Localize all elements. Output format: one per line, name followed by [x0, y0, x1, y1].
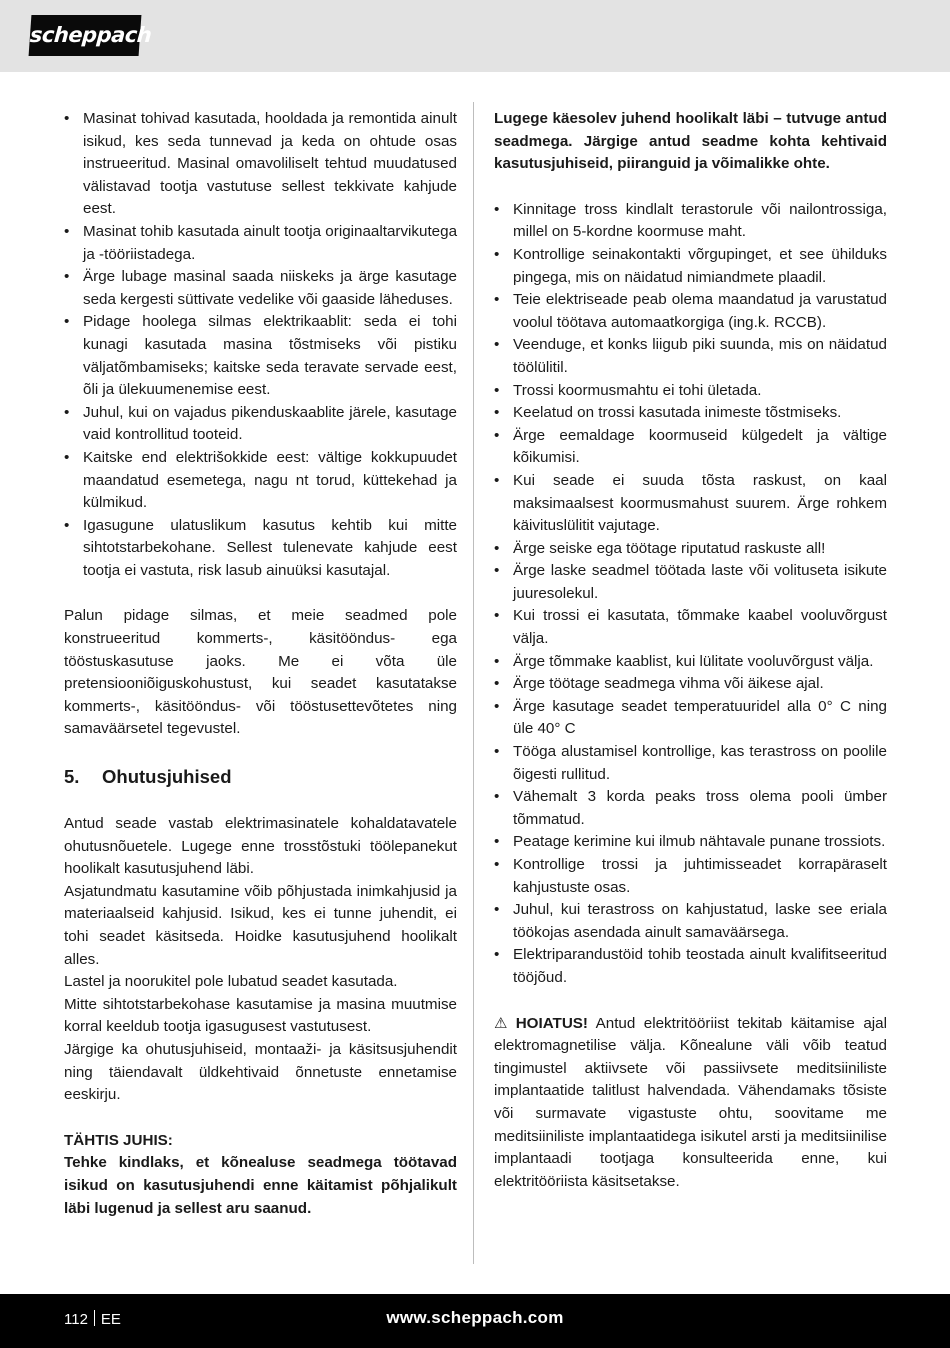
- intro-paragraph: Lugege käesolev juhend hoolikalt läbi – tutvuge antud seadmega. Järgige antud seadme kohta kehtivaid kasutusjuhiseid, piiranguid ja võimalikke ohte.: [494, 110, 887, 173]
- list-item: • Ärge lubage masinal saada niiskeks ja ärge kasutage seda kergesti süttivate vedelike või gaaside läheduses.: [64, 266, 457, 311]
- brand-logo: scheppach: [29, 15, 142, 56]
- list-item: • Ärge eemaldage koormuseid külgedelt ja vältige kõikumisi.: [494, 425, 887, 470]
- list-item: • Elektriparandustöid tohib teostada ainult kvalifitseeritud tööjõud.: [494, 944, 887, 989]
- section-paragraph: Asjatundmatu kasutamine võib põhjustada inimkahjusid ja materiaalseid kahjusid. Isikud, kes ei tunne juhendit, ei tohi seadet käsitseda. Hoidke kasutusjuhend hoolikalt alles.: [64, 882, 457, 968]
- list-item: • Juhul, kui on vajadus pikenduskaablite järele, kasutage vaid kontrollitud tooteid.: [64, 402, 457, 447]
- list-item: • Ärge laske seadmel töötada laste või volituseta isikute juuresolekul.: [494, 560, 887, 605]
- list-item: • Kontrollige trossi ja juhtimisseadet korrapäraselt kahjustuste osas.: [494, 854, 887, 899]
- column-divider: [473, 102, 474, 1264]
- list-item: • Pidage hoolega silmas elektrikaablit: seda ei tohi kunagi kasutada masina tõstmiseks või pistiku väljatõmbamiseks; kaitske seda teravate servade eest, õli ja ülekuumenemise eest.: [64, 311, 457, 401]
- section-paragraph: Antud seade vastab elektrimasinatele kohaldatavatele ohutusnõuetele. Lugege enne trosstõstuki töölepanekut hoolikalt kasutusjuhend läbi.: [64, 815, 457, 878]
- section-number: 5.: [64, 766, 80, 788]
- list-item: • Veenduge, et konks liigub piki suunda, mis on näidatud töölülitil.: [494, 334, 887, 379]
- left-bullet-list: [64, 108, 457, 582]
- section-paragraph: Järgige ka ohutusjuhiseid, montaaži- ja käsitsusjuhendit ning täiendavalt üldkehtivaid õnnetuste ennetamise eeskirju.: [64, 1040, 457, 1104]
- list-item: • Kui seade ei suuda tõsta raskust, on kaal maksimaalsest koormusmahust suurem. Ärge rohkem käivituslülitit vajutage.: [494, 470, 887, 538]
- list-item: • Juhul, kui terastross on kahjustatud, laske see eriala töökojas asendada ainult samaväärsega.: [494, 899, 887, 944]
- warning-label: HOIATUS!: [515, 1014, 588, 1032]
- list-item: • Ärge seiske ega töötage riputatud raskuste all!: [494, 538, 887, 561]
- right-column: [494, 108, 887, 1193]
- list-item: • Kontrollige seinakontakti võrgupinget, et see ühilduks pingega, mis on näidatud nimiandmete plaadil.: [494, 244, 887, 289]
- list-item: • Vähemalt 3 korda peaks tross olema pooli ümber tõmmatud.: [494, 786, 887, 831]
- website-url[interactable]: www.scheppach.com: [386, 1308, 564, 1327]
- list-item: • Trossi koormusmahtu ei tohi ületada.: [494, 380, 887, 403]
- language-code: EE: [100, 1311, 121, 1328]
- warning-text: Antud elektritööriist tekitab käitamise ajal elektromagnetilise välja. Kõnealune väli võib teatud tingimustel aktiivsete või passiivsete meditsiiniliste implantaatide talitlust halvendada. Vähendamaks tõsiste või surmavate vigastuste ohtu, soovitame me meditsiiniliste implantaatidega isikutel arsti ja meditsiinilise implantaadi tootjaga konsulteerida enne, kui elektritööriista käsitsetakse.: [494, 1014, 887, 1190]
- list-item: • Ärge töötage seadmega vihma või äikese ajal.: [494, 673, 887, 696]
- warning-paragraph: [494, 1013, 887, 1194]
- list-item: • Kaitske end elektrišokkide eest: vältige kokkupuudet maandatud esemetega, nagu nt torud, küttekehad ja külmikud.: [64, 447, 457, 515]
- notice-text: Tehke kindlaks, et kõnealuse seadmega töötavad isikud on kasutusjuhendi enne käitamist põhjalikult läbi lugenud ja sellest aru saanud.: [64, 1154, 457, 1217]
- list-item: • Keelatud on trossi kasutada inimeste tõstmiseks.: [494, 402, 887, 425]
- left-column: [64, 108, 457, 1220]
- section-paragraphs: [64, 813, 457, 1107]
- section-heading: [64, 764, 457, 790]
- list-item: • Ärge tõmmake kaablist, kui lülitate vooluvõrgust välja.: [494, 651, 887, 674]
- list-item: • Kinnitage tross kindlalt terastorule või nailontrossiga, millel on 5-kordne koormuse maht.: [494, 199, 887, 244]
- right-bullet-list: [494, 199, 887, 990]
- list-item: • Ärge kasutage seadet temperatuuridel alla 0° C ning üle 40° C: [494, 696, 887, 741]
- list-item: • Peatage kerimine kui ilmub nähtavale punane trossiots.: [494, 831, 887, 854]
- header-bar: [0, 0, 950, 72]
- list-item: • Teie elektriseade peab olema maandatud ja varustatud voolul töötava automaatkorgiga (ing.k. RCCB).: [494, 289, 887, 334]
- warning-triangle-icon: ⚠: [494, 1014, 512, 1032]
- footer-bar: [0, 1294, 950, 1348]
- section-paragraph: Mitte sihtotstarbekohase kasutamise ja masina muutmise korral keeldub tootja igasugusest vastutusest.: [64, 995, 457, 1036]
- notice-heading: TÄHTIS JUHIS:: [64, 1131, 173, 1149]
- list-item: • Kui trossi ei kasutata, tõmmake kaabel vooluvõrgust välja.: [494, 605, 887, 650]
- commercial-use-paragraph: Palun pidage silmas, et meie seadmed pole konstrueeritud kommerts-, käsitööndus- ega tööstuskasutuse jaoks. Me ei võta üle pretensiooniõiguskohustust, kui seadet kasutatakse kommerts-, käsitööndus- või tööstusettevõtetes ning samaväärsetel tegevustel.: [64, 607, 457, 738]
- section-paragraph: Lastel ja noorukitel pole lubatud seadet kasutada.: [64, 973, 398, 991]
- list-item: • Masinat tohivad kasutada, hooldada ja remontida ainult isikud, kes seda tunnevad ja keda on ohtude osas instrueeritud. Masinal omavoliliselt tehtud muudatused välistavad tootja vastutuse sellest tekkivate kahjude eest.: [64, 108, 457, 221]
- section-title: Ohutusjuhised: [102, 766, 232, 788]
- list-item: • Igasugune ulatuslikum kasutus kehtib kui mitte sihtotstarbekohane. Sellest tulenevate kahjude eest tootja ei vastuta, risk lasub ainuüksi kasutajal.: [64, 515, 457, 583]
- list-item: • Tööga alustamisel kontrollige, kas terastross on poolile õigesti rullitud.: [494, 741, 887, 786]
- page-number: 112: [64, 1311, 88, 1328]
- list-item: • Masinat tohib kasutada ainult tootja originaaltarvikutega ja -tööriistadega.: [64, 221, 457, 266]
